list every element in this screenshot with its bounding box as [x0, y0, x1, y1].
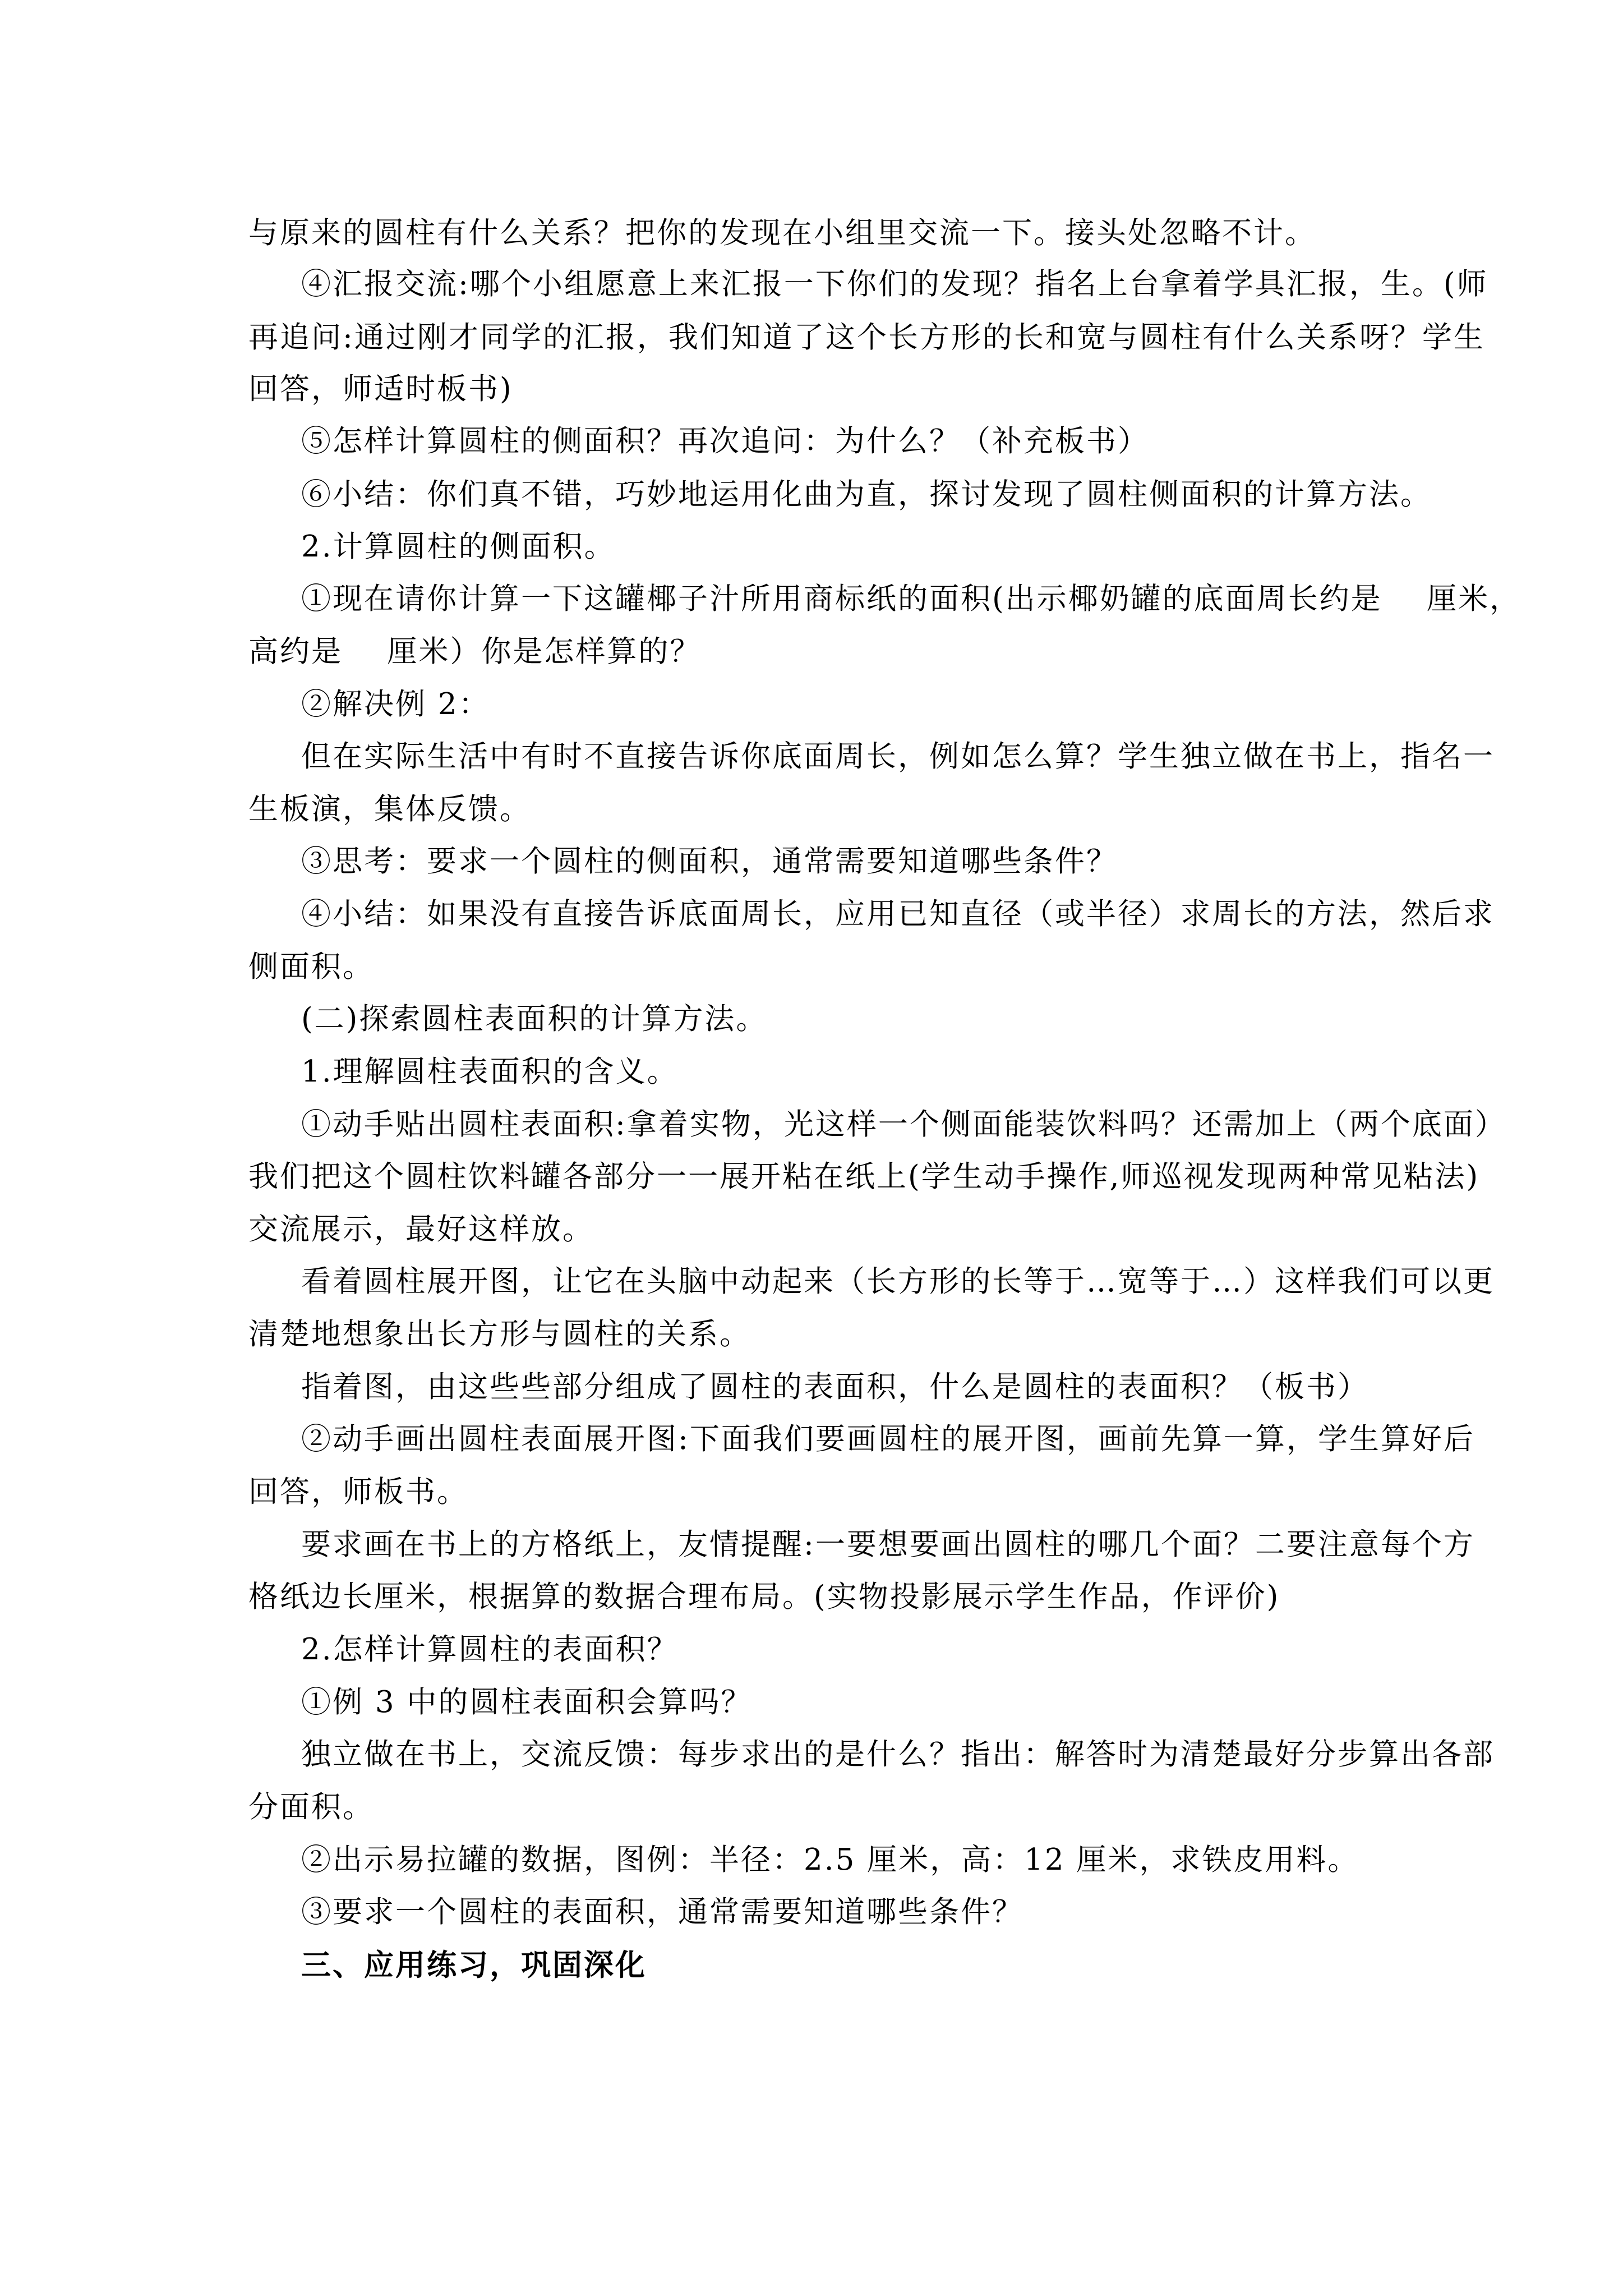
- text-line: ⑥小结：你们真不错，巧妙地运用化曲为直，探讨发现了圆柱侧面积的计算方法。: [301, 477, 1432, 512]
- text-line: 高约是 厘米）你是怎样算的？: [248, 634, 702, 669]
- text-line: 看着圆柱展开图，让它在头脑中动起来（长方形的长等于…宽等于…）这样我们可以更: [301, 1264, 1495, 1299]
- section-heading: 三、应用练习，巩固深化: [301, 1948, 647, 1982]
- text-line: 再追问:通过刚才同学的汇报，我们知道了这个长方形的长和宽与圆柱有什么关系呀？学生: [248, 320, 1485, 355]
- text-line: 独立做在书上，交流反馈：每步求出的是什么？指出：解答时为清楚最好分步算出各部: [301, 1737, 1495, 1772]
- text-line: ③思考：要求一个圆柱的侧面积，通常需要知道哪些条件？: [301, 844, 1118, 878]
- text-line: 我们把这个圆柱饮料罐各部分一一展开粘在纸上(学生动手操作,师巡视发现两种常见粘法): [248, 1159, 1480, 1194]
- text-line: 指着图，由这些些部分组成了圆柱的表面积，什么是圆柱的表面积？（板书）: [301, 1370, 1369, 1404]
- text-line: 侧面积。: [248, 950, 374, 984]
- text-line: ④小结：如果没有直接告诉底面周长，应用已知直径（或半径）求周长的方法，然后求: [301, 897, 1495, 931]
- text-line: 格纸边长厘米，根据算的数据合理布局。(实物投影展示学生作品，作评价): [248, 1580, 1280, 1614]
- text-line: 回答，师板书。: [248, 1475, 468, 1509]
- text-line: ④汇报交流:哪个小组愿意上来汇报一下你们的发现？指名上台拿着学具汇报，生。(师: [301, 267, 1488, 301]
- text-line: ②动手画出圆柱表面展开图:下面我们要画圆柱的展开图，画前先算一算，学生算好后: [301, 1422, 1475, 1456]
- text-line: 与原来的圆柱有什么关系？把你的发现在小组里交流一下。接头处忽略不计。: [248, 216, 1316, 250]
- text-line: ①现在请你计算一下这罐椰子汁所用商标纸的面积(出示椰奶罐的底面周长约是 厘米，: [301, 582, 1521, 616]
- text-line: 2.计算圆柱的侧面积。: [301, 530, 616, 564]
- text-line: ②解决例 2：: [301, 687, 490, 721]
- text-line: 生板演，集体反馈。: [248, 792, 531, 826]
- text-line: 1.理解圆柱表面积的含义。: [301, 1055, 679, 1089]
- text-line: ②出示易拉罐的数据，图例：半径：2.5 厘米，高：12 厘米，求铁皮用料。: [301, 1843, 1359, 1877]
- text-line: (二)探索圆柱表面积的计算方法。: [301, 1002, 768, 1036]
- text-line: ①动手贴出圆柱表面积:拿着实物，光这样一个侧面能装饮料吗？还需加上（两个底面）: [301, 1107, 1506, 1142]
- text-line: 回答，师适时板书): [248, 372, 513, 406]
- text-line: ①例 3 中的圆柱表面积会算吗？: [301, 1685, 753, 1719]
- text-line: 2.怎样计算圆柱的表面积？: [301, 1632, 679, 1667]
- text-line: 交流展示，最好这样放。: [248, 1212, 594, 1246]
- text-line: ③要求一个圆柱的表面积，通常需要知道哪些条件？: [301, 1895, 1023, 1929]
- text-line: 分面积。: [248, 1790, 374, 1824]
- text-line: ⑤怎样计算圆柱的侧面积？再次追问：为什么？（补充板书）: [301, 424, 1149, 458]
- text-line: 但在实际生活中有时不直接告诉你底面周长，例如怎么算？学生独立做在书上，指名一: [301, 739, 1495, 774]
- text-line: 要求画在书上的方格纸上，友情提醒:一要想要画出圆柱的哪几个面？二要注意每个方: [301, 1527, 1475, 1562]
- text-line: 清楚地想象出长方形与圆柱的关系。: [248, 1317, 751, 1351]
